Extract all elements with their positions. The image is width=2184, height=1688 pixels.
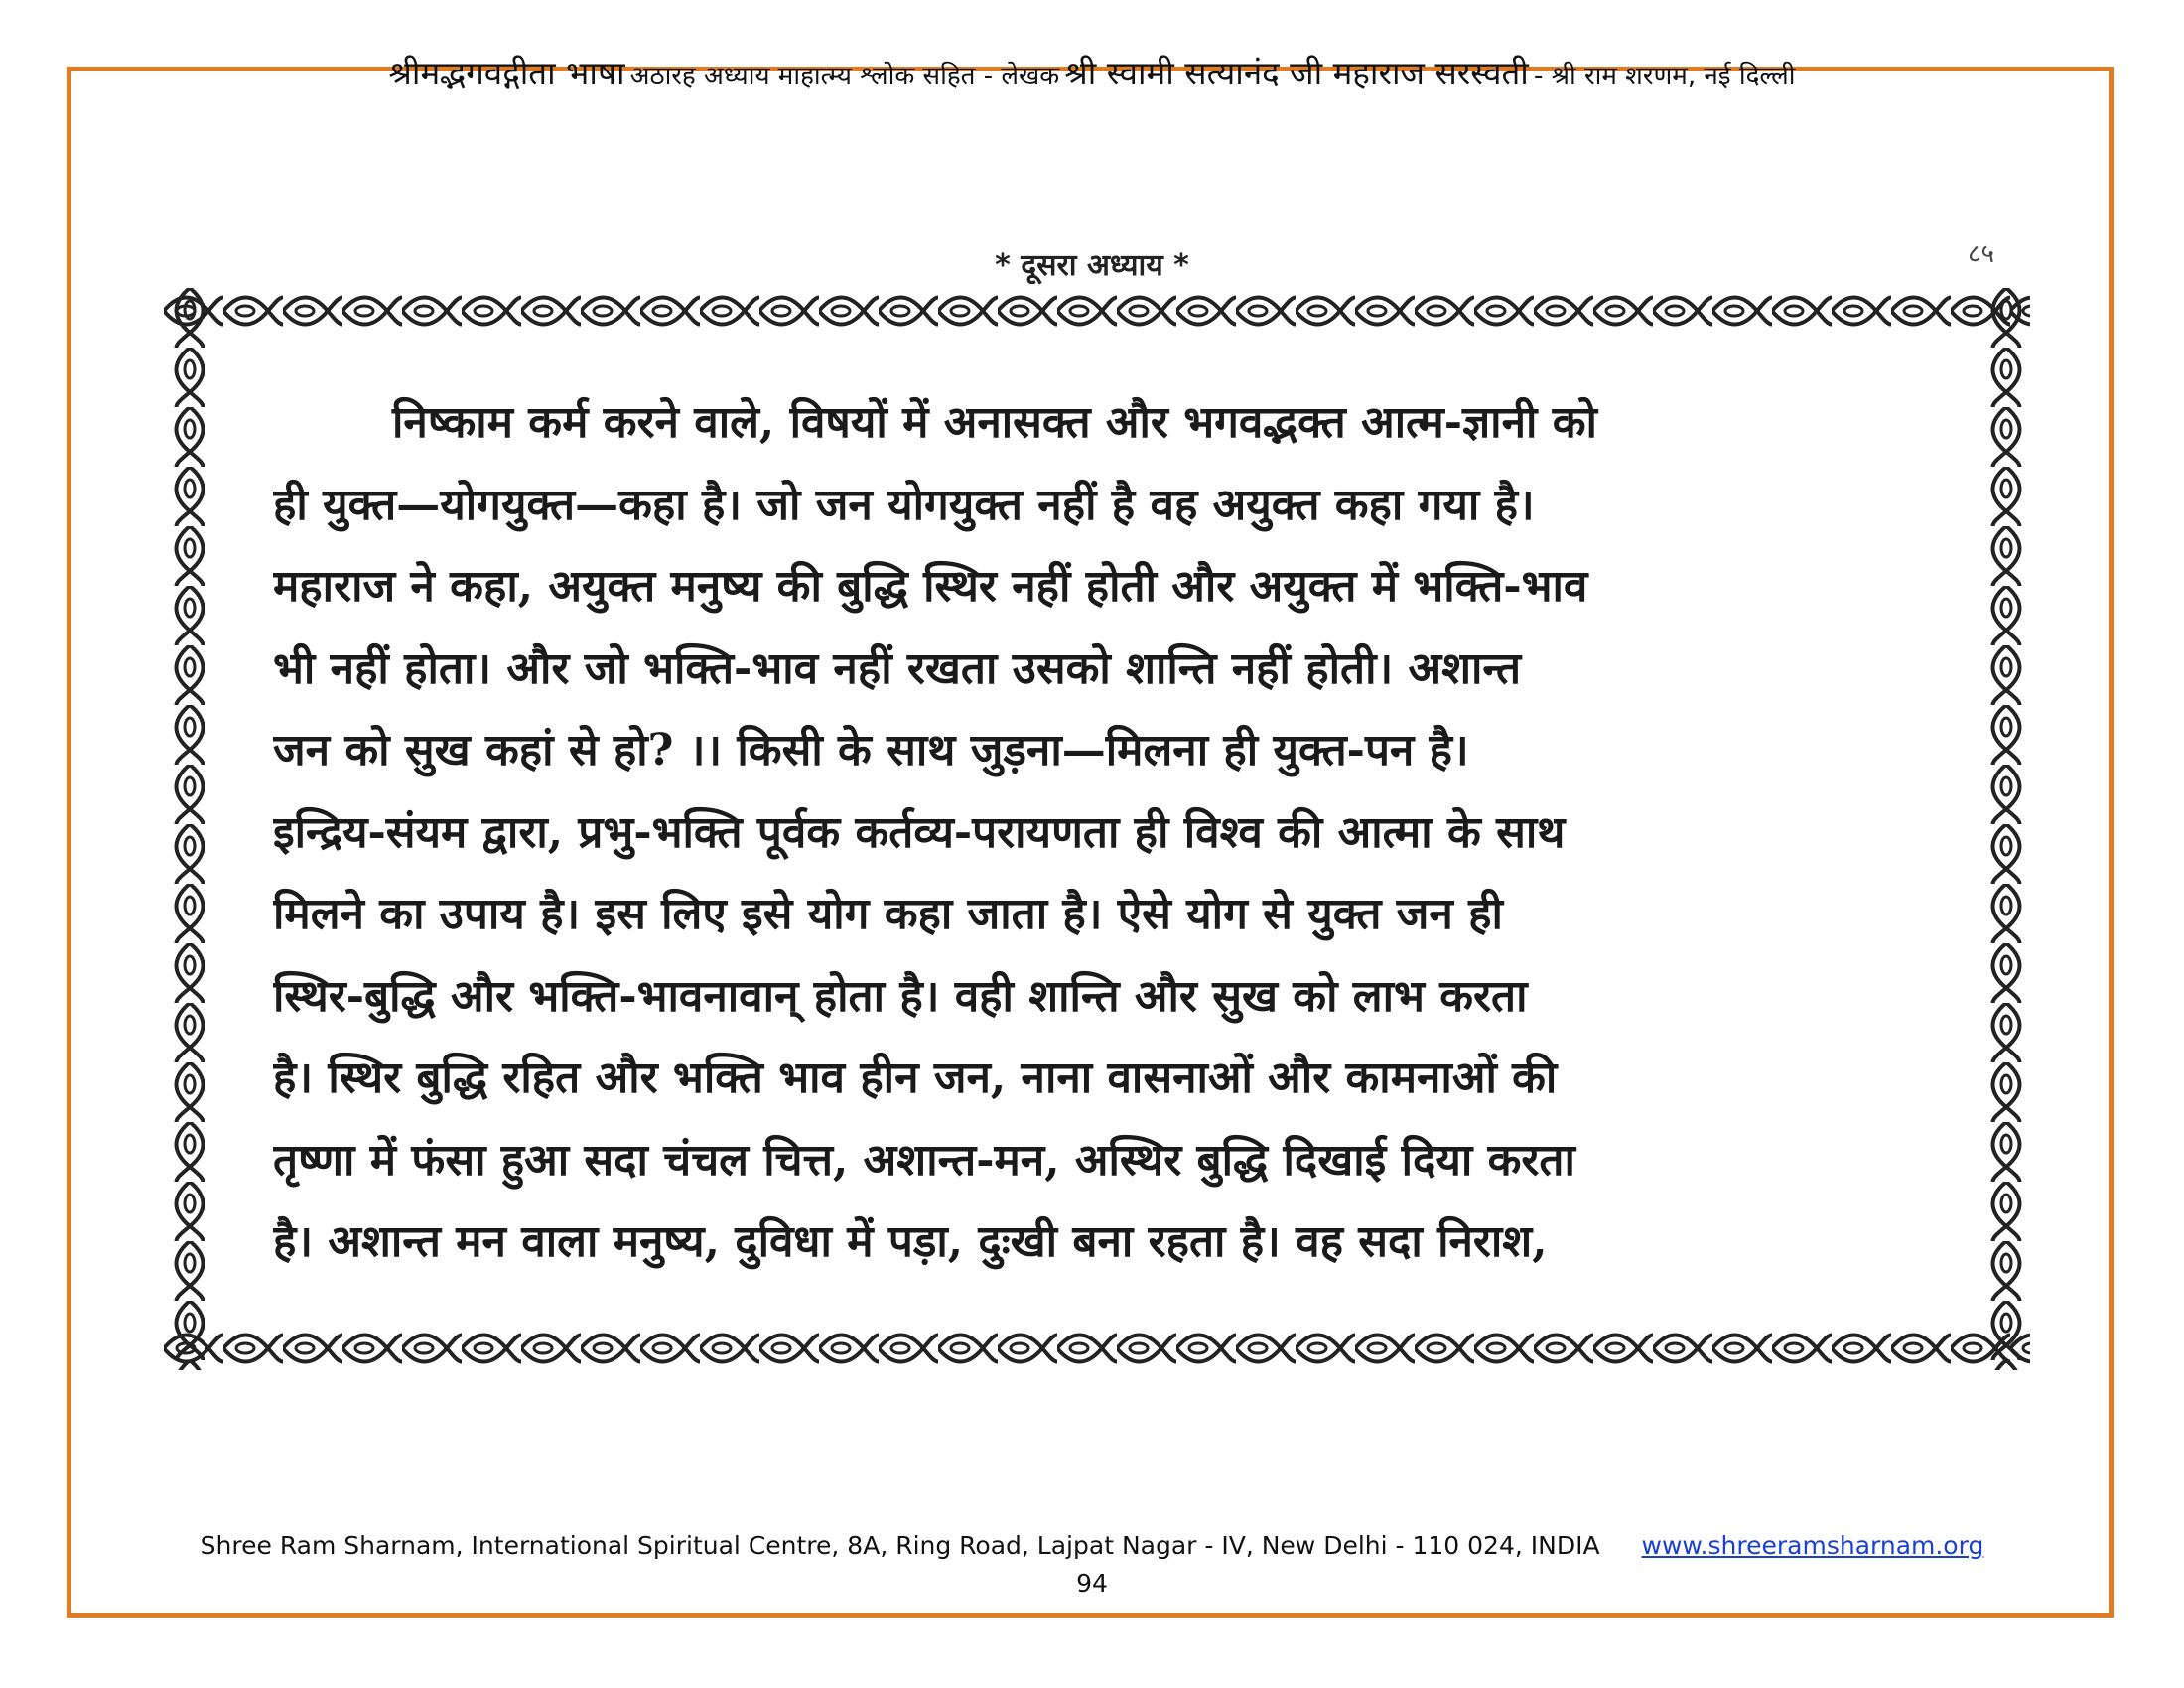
text-line: इन्द्रिय-संयम द्वारा, प्रभु-भक्ति पूर्वक कर्तव्य-परायणता ही विश्व की आत्मा के साथ xyxy=(273,806,1566,858)
page-header xyxy=(0,50,2184,94)
header-publisher: - श्री राम शरणम, नई दिल्ली xyxy=(1533,62,1796,91)
text-line: निष्काम कर्म करने वाले, विषयों में अनासक्त और भगवद्भक्त आत्म-ज्ञानी को xyxy=(392,397,1597,448)
ornamental-border-bottom xyxy=(164,1326,2030,1371)
text-line: स्थिर-बुद्धि और भक्ति-भावनावान् होता है। वही शान्ति और सुख को लाभ करता xyxy=(273,970,1528,1022)
header-title: श्रीमद्भगवद्गीता भाषा xyxy=(388,54,625,92)
chapter-heading: * दूसरा अध्याय * xyxy=(995,248,1189,283)
text-line: ही युक्त—योगयुक्त—कहा है। जो जन योगयुक्त नहीं है वह अयुक्त कहा गया है। xyxy=(273,479,1535,530)
ornamental-border-right xyxy=(1983,288,2029,1370)
text-line: भी नहीं होता। और जो भक्ति-भाव नहीं रखता उसको शान्ति नहीं होती। अशान्त xyxy=(273,642,1522,694)
text-line: मिलने का उपाय है। इस लिए इसे योग कहा जाता है। ऐसे योग से युक्त जन ही xyxy=(273,889,1503,939)
website-link[interactable]: www.shreeramsharnam.org xyxy=(1641,1531,1984,1560)
page-number: 94 xyxy=(1076,1569,1108,1598)
page-footer xyxy=(0,1531,2184,1560)
ornamental-border-top xyxy=(164,288,2030,334)
header-subtitle: अठारह अध्याय माहात्म्य श्लोक सहित - लेखक xyxy=(629,62,1060,91)
text-line: है। स्थिर बुद्धि रहित और भक्ति भाव हीन जन, नाना वासनाओं और कामनाओं की xyxy=(273,1053,1558,1103)
text-line: तृष्णा में फंसा हुआ सदा चंचल चित्त, अशान्त-मन, अस्थिर बुद्धि दिखाई दिया करता xyxy=(273,1134,1575,1186)
footer-address: Shree Ram Sharnam, International Spiritual Centre, 8A, Ring Road, Lajpat Nagar - IV, New Delhi - 110 024, INDIA xyxy=(200,1531,1600,1560)
text-line: महाराज ने कहा, अयुक्त मनुष्य की बुद्धि स्थिर नहीं होती और अयुक्त में भक्ति-भाव xyxy=(273,561,1588,612)
text-line: जन को सुख कहां से हो? ।। किसी के साथ जुड़ना—मिलना ही युक्त-पन है। xyxy=(273,725,1469,775)
scanned-body-text xyxy=(273,382,1941,1284)
text-line: है। अशान्त मन वाला मनुष्य, दुविधा में पड़ा, दुःखी बना रहता है। वह सदा निराश, xyxy=(273,1216,1548,1267)
header-author: श्री स्वामी सत्यानंद जी महाराज सरस्वती xyxy=(1064,54,1529,92)
ornamental-border-left xyxy=(167,288,212,1370)
scan-page-number: ८५ xyxy=(1968,239,1995,269)
